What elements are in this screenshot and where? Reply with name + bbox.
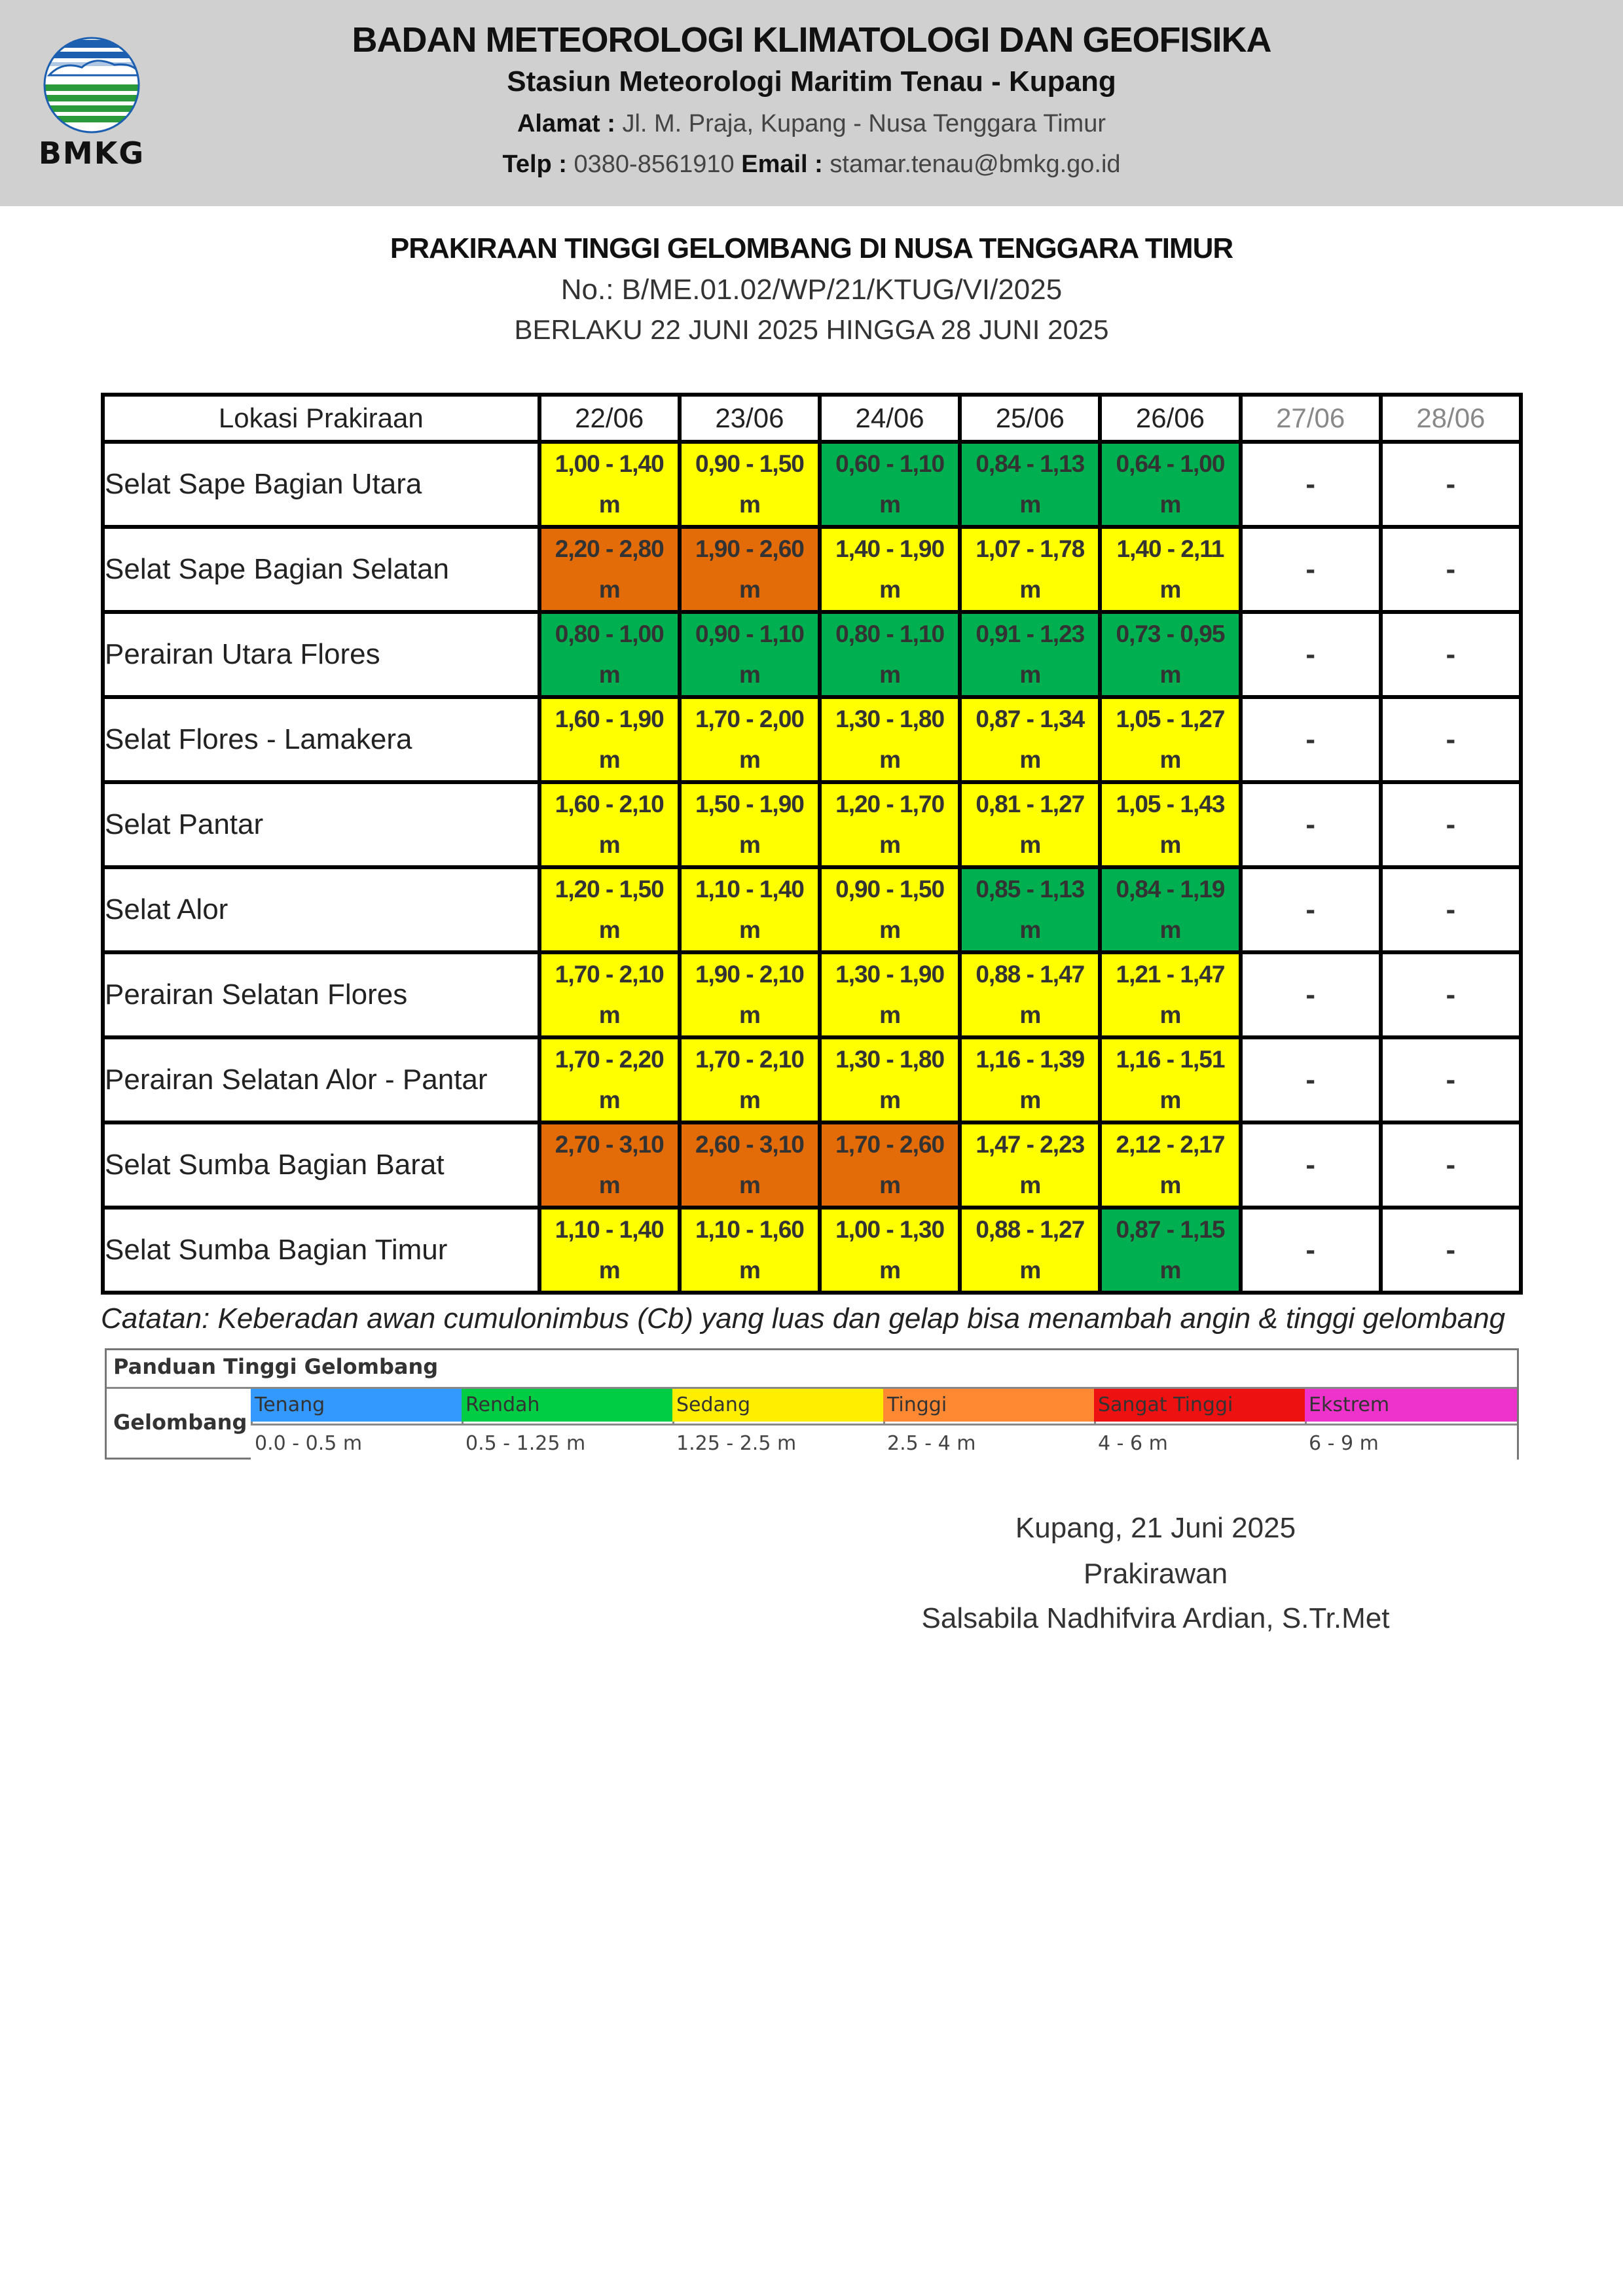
wave-unit: m bbox=[1159, 1086, 1181, 1113]
empty-forecast-cell: - bbox=[1381, 952, 1521, 1037]
wave-range-value: 1,16 - 1,51 bbox=[1116, 1046, 1225, 1073]
wave-range-value: 1,21 - 1,47 bbox=[1116, 961, 1225, 988]
empty-forecast-cell: - bbox=[1381, 442, 1521, 527]
wave-unit: m bbox=[598, 576, 620, 603]
empty-forecast-cell: - bbox=[1241, 527, 1381, 612]
wave-range-value: 1,70 - 2,20 bbox=[555, 1046, 664, 1073]
wave-unit: m bbox=[598, 1001, 620, 1028]
empty-forecast-cell: - bbox=[1241, 697, 1381, 782]
wave-height-cell bbox=[960, 697, 1100, 782]
cumulonimbus-note: Catatan: Keberadan awan cumulonimbus (Cb) yang luas dan gelap bisa menambah angin & tinggi gelombang bbox=[101, 1302, 1506, 1335]
address-label: Alamat : bbox=[517, 110, 615, 137]
wave-height-cell bbox=[1100, 867, 1240, 952]
wave-unit: m bbox=[879, 576, 901, 603]
table-row bbox=[103, 867, 1521, 952]
wave-range-value: 2,12 - 2,17 bbox=[1116, 1131, 1225, 1158]
wave-height-cell bbox=[539, 1037, 680, 1122]
location-cell: Selat Flores - Lamakera bbox=[103, 697, 539, 782]
wave-height-cell bbox=[539, 952, 680, 1037]
wave-height-cell bbox=[680, 867, 820, 952]
address-line bbox=[0, 110, 1623, 138]
wave-unit: m bbox=[1159, 831, 1181, 858]
wave-height-cell bbox=[539, 697, 680, 782]
wave-range-value: 1,10 - 1,40 bbox=[555, 1216, 664, 1243]
table-row bbox=[103, 782, 1521, 867]
wave-range-value: 1,30 - 1,80 bbox=[835, 1046, 945, 1073]
wave-range-value: 1,90 - 2,10 bbox=[695, 961, 804, 988]
wave-unit: m bbox=[739, 916, 760, 943]
validity-period: BERLAKU 22 JUNI 2025 HINGGA 28 JUNI 2025 bbox=[514, 314, 1109, 345]
header-banner bbox=[0, 0, 1623, 206]
empty-forecast-cell: - bbox=[1241, 1208, 1381, 1293]
wave-height-cell bbox=[820, 782, 960, 867]
wave-height-cell bbox=[820, 952, 960, 1037]
empty-forecast-cell: - bbox=[1381, 527, 1521, 612]
forecast-table bbox=[101, 393, 1523, 1295]
legend-category bbox=[883, 1387, 1096, 1460]
wave-range-value: 0,84 - 1,19 bbox=[1116, 876, 1225, 903]
location-cell: Perairan Selatan Alor - Pantar bbox=[103, 1037, 539, 1122]
wave-height-cell bbox=[680, 1122, 820, 1208]
empty-forecast-cell: - bbox=[1241, 612, 1381, 697]
legend-category-range: 6 - 9 m bbox=[1305, 1424, 1517, 1460]
legend-category-range: 0.5 - 1.25 m bbox=[462, 1424, 672, 1460]
wave-unit: m bbox=[739, 491, 760, 518]
wave-height-legend bbox=[105, 1348, 1519, 1460]
empty-forecast-cell: - bbox=[1241, 1037, 1381, 1122]
signature-name: Salsabila Nadhifvira Ardian, S.Tr.Met bbox=[921, 1602, 1390, 1634]
wave-unit: m bbox=[739, 1001, 760, 1028]
wave-unit: m bbox=[879, 661, 901, 688]
wave-range-value: 1,40 - 2,11 bbox=[1116, 535, 1224, 562]
table-header-row bbox=[103, 395, 1521, 442]
wave-range-value: 0,60 - 1,10 bbox=[835, 450, 945, 477]
legend-category-name: Sangat Tinggi bbox=[1094, 1389, 1305, 1422]
wave-range-value: 0,80 - 1,00 bbox=[555, 620, 664, 647]
wave-range-value: 1,20 - 1,70 bbox=[835, 791, 945, 817]
wave-range-value: 1,70 - 2,10 bbox=[695, 1046, 804, 1073]
legend-category-name: Sedang bbox=[672, 1389, 883, 1422]
wave-unit: m bbox=[1019, 746, 1041, 773]
wave-height-cell bbox=[960, 867, 1100, 952]
wave-unit: m bbox=[1019, 831, 1041, 858]
empty-forecast-cell: - bbox=[1241, 442, 1381, 527]
wave-range-value: 0,80 - 1,10 bbox=[835, 620, 945, 647]
wave-range-value: 1,40 - 1,90 bbox=[835, 535, 945, 562]
wave-unit: m bbox=[1159, 1172, 1181, 1198]
empty-forecast-cell: - bbox=[1381, 1122, 1521, 1208]
wave-range-value: 0,85 - 1,13 bbox=[976, 876, 1085, 903]
wave-height-cell bbox=[539, 867, 680, 952]
wave-unit: m bbox=[1159, 746, 1181, 773]
wave-range-value: 2,70 - 3,10 bbox=[555, 1131, 664, 1158]
email-text[interactable]: stamar.tenau@bmkg.go.id bbox=[830, 151, 1121, 178]
legend-category-range: 4 - 6 m bbox=[1094, 1424, 1305, 1460]
wave-height-cell bbox=[680, 697, 820, 782]
wave-unit: m bbox=[598, 1257, 620, 1283]
wave-range-value: 1,30 - 1,80 bbox=[835, 706, 945, 732]
wave-unit: m bbox=[598, 831, 620, 858]
wave-unit: m bbox=[879, 1001, 901, 1028]
wave-unit: m bbox=[739, 746, 760, 773]
wave-unit: m bbox=[1159, 491, 1181, 518]
wave-height-cell bbox=[1100, 527, 1240, 612]
wave-height-cell bbox=[820, 697, 960, 782]
legend-category-name: Tinggi bbox=[883, 1389, 1094, 1422]
location-cell: Selat Sumba Bagian Barat bbox=[103, 1122, 539, 1208]
empty-forecast-cell: - bbox=[1381, 612, 1521, 697]
legend-category-name: Ekstrem bbox=[1305, 1389, 1517, 1422]
table-row bbox=[103, 442, 1521, 527]
wave-height-cell bbox=[820, 527, 960, 612]
empty-forecast-cell: - bbox=[1381, 697, 1521, 782]
wave-height-cell bbox=[820, 867, 960, 952]
empty-forecast-cell: - bbox=[1381, 1037, 1521, 1122]
wave-height-cell bbox=[680, 1208, 820, 1293]
wave-height-cell bbox=[680, 442, 820, 527]
wave-range-value: 0,73 - 0,95 bbox=[1116, 620, 1225, 647]
contact-line bbox=[0, 151, 1623, 179]
wave-height-cell bbox=[960, 612, 1100, 697]
wave-range-value: 2,60 - 3,10 bbox=[695, 1131, 804, 1158]
date-header: 22/06 bbox=[539, 395, 680, 442]
wave-height-cell bbox=[960, 1037, 1100, 1122]
wave-height-cell bbox=[680, 527, 820, 612]
empty-forecast-cell: - bbox=[1241, 952, 1381, 1037]
wave-height-cell bbox=[539, 527, 680, 612]
wave-range-value: 1,10 - 1,40 bbox=[695, 876, 804, 903]
wave-unit: m bbox=[739, 831, 760, 858]
wave-height-cell bbox=[820, 612, 960, 697]
wave-height-cell bbox=[820, 1122, 960, 1208]
wave-unit: m bbox=[1019, 1086, 1041, 1113]
wave-unit: m bbox=[739, 661, 760, 688]
wave-height-cell bbox=[1100, 1037, 1240, 1122]
wave-height-cell bbox=[539, 612, 680, 697]
wave-unit: m bbox=[879, 1257, 901, 1283]
wave-height-cell bbox=[1100, 612, 1240, 697]
station-name: Stasiun Meteorologi Maritim Tenau - Kupang bbox=[507, 65, 1116, 98]
email-label: Email : bbox=[741, 151, 823, 178]
empty-forecast-cell: - bbox=[1381, 782, 1521, 867]
wave-range-value: 1,70 - 2,10 bbox=[555, 961, 664, 988]
wave-unit: m bbox=[598, 661, 620, 688]
wave-range-value: 1,05 - 1,27 bbox=[1116, 706, 1225, 732]
wave-height-cell bbox=[1100, 952, 1240, 1037]
wave-unit: m bbox=[739, 1086, 760, 1113]
date-header: 25/06 bbox=[960, 395, 1100, 442]
wave-range-value: 0,87 - 1,34 bbox=[976, 706, 1085, 732]
wave-range-value: 1,70 - 2,60 bbox=[835, 1131, 945, 1158]
wave-range-value: 0,81 - 1,27 bbox=[976, 791, 1085, 817]
wave-unit: m bbox=[598, 1086, 620, 1113]
location-cell: Selat Sape Bagian Utara bbox=[103, 442, 539, 527]
wave-range-value: 1,70 - 2,00 bbox=[695, 706, 804, 732]
logo-text: BMKG bbox=[38, 135, 145, 171]
wave-height-cell bbox=[539, 1208, 680, 1293]
legend-category bbox=[462, 1387, 674, 1460]
wave-range-value: 0,91 - 1,23 bbox=[976, 620, 1085, 647]
wave-height-cell bbox=[539, 1122, 680, 1208]
wave-unit: m bbox=[879, 916, 901, 943]
wave-range-value: 1,60 - 2,10 bbox=[555, 791, 664, 817]
wave-unit: m bbox=[1019, 1001, 1041, 1028]
wave-unit: m bbox=[598, 491, 620, 518]
legend-category-range: 1.25 - 2.5 m bbox=[672, 1424, 883, 1460]
wave-range-value: 2,20 - 2,80 bbox=[555, 535, 664, 562]
location-cell: Selat Alor bbox=[103, 867, 539, 952]
address-text: Jl. M. Praja, Kupang - Nusa Tenggara Timur bbox=[622, 110, 1106, 137]
legend-category bbox=[1305, 1387, 1517, 1460]
wave-range-value: 1,60 - 1,90 bbox=[555, 706, 664, 732]
wave-height-cell bbox=[960, 1208, 1100, 1293]
wave-unit: m bbox=[879, 1086, 901, 1113]
location-cell: Perairan Selatan Flores bbox=[103, 952, 539, 1037]
table-row bbox=[103, 697, 1521, 782]
legend-category-name: Tenang bbox=[251, 1389, 462, 1422]
table-row bbox=[103, 527, 1521, 612]
wave-unit: m bbox=[1159, 576, 1181, 603]
wave-height-cell bbox=[680, 1037, 820, 1122]
signature-role: Prakirawan bbox=[1083, 1558, 1228, 1590]
wave-height-cell bbox=[680, 612, 820, 697]
document-number: No.: B/ME.01.02/WP/21/KTUG/VI/2025 bbox=[560, 274, 1063, 306]
table-row bbox=[103, 1208, 1521, 1293]
wave-range-value: 1,50 - 1,90 bbox=[695, 791, 804, 817]
table-row bbox=[103, 1037, 1521, 1122]
wave-height-cell bbox=[820, 1208, 960, 1293]
wave-height-cell bbox=[1100, 1208, 1240, 1293]
wave-unit: m bbox=[1159, 1001, 1181, 1028]
empty-forecast-cell: - bbox=[1241, 1122, 1381, 1208]
wave-range-value: 1,30 - 1,90 bbox=[835, 961, 945, 988]
legend-category bbox=[251, 1387, 464, 1460]
empty-forecast-cell: - bbox=[1381, 1208, 1521, 1293]
location-header: Lokasi Prakiraan bbox=[103, 395, 539, 442]
wave-range-value: 1,16 - 1,39 bbox=[976, 1046, 1085, 1073]
wave-range-value: 1,00 - 1,30 bbox=[835, 1216, 945, 1243]
location-cell: Selat Sumba Bagian Timur bbox=[103, 1208, 539, 1293]
empty-forecast-cell: - bbox=[1381, 867, 1521, 952]
wave-unit: m bbox=[879, 831, 901, 858]
table-row bbox=[103, 952, 1521, 1037]
table-row bbox=[103, 1122, 1521, 1208]
wave-height-cell bbox=[960, 952, 1100, 1037]
wave-range-value: 0,84 - 1,13 bbox=[976, 450, 1085, 477]
date-header: 26/06 bbox=[1100, 395, 1240, 442]
wave-unit: m bbox=[1019, 576, 1041, 603]
wave-height-cell bbox=[960, 527, 1100, 612]
legend-row-label bbox=[107, 1387, 253, 1460]
wave-unit: m bbox=[1019, 916, 1041, 943]
legend-title: Panduan Tinggi Gelombang bbox=[113, 1354, 439, 1379]
legend-category bbox=[1094, 1387, 1307, 1460]
wave-range-value: 0,88 - 1,47 bbox=[976, 961, 1085, 988]
date-header: 23/06 bbox=[680, 395, 820, 442]
wave-unit: m bbox=[879, 1172, 901, 1198]
wave-range-value: 1,07 - 1,78 bbox=[976, 535, 1085, 562]
legend-category bbox=[672, 1387, 885, 1460]
wave-range-value: 0,90 - 1,50 bbox=[835, 876, 945, 903]
wave-range-value: 0,88 - 1,27 bbox=[976, 1216, 1085, 1243]
wave-unit: m bbox=[879, 491, 901, 518]
wave-unit: m bbox=[598, 746, 620, 773]
wave-unit: m bbox=[739, 1172, 760, 1198]
wave-unit: m bbox=[1159, 661, 1181, 688]
date-header: 27/06 bbox=[1241, 395, 1381, 442]
wave-unit: m bbox=[1159, 1257, 1181, 1283]
wave-range-value: 1,10 - 1,60 bbox=[695, 1216, 804, 1243]
wave-unit: m bbox=[1019, 1257, 1041, 1283]
wave-unit: m bbox=[1019, 491, 1041, 518]
legend-category-range: 0.0 - 0.5 m bbox=[251, 1424, 462, 1460]
wave-height-cell bbox=[820, 442, 960, 527]
wave-range-value: 1,90 - 2,60 bbox=[695, 535, 804, 562]
document-title: PRAKIRAAN TINGGI GELOMBANG DI NUSA TENGGARA TIMUR bbox=[390, 232, 1233, 264]
wave-height-cell bbox=[680, 782, 820, 867]
wave-unit: m bbox=[1019, 1172, 1041, 1198]
wave-height-cell bbox=[1100, 442, 1240, 527]
wave-range-value: 0,64 - 1,00 bbox=[1116, 450, 1225, 477]
legend-category-name: Rendah bbox=[462, 1389, 672, 1422]
wave-height-cell bbox=[539, 782, 680, 867]
wave-height-cell bbox=[1100, 782, 1240, 867]
wave-range-value: 1,47 - 2,23 bbox=[976, 1131, 1085, 1158]
wave-height-cell bbox=[680, 952, 820, 1037]
date-header: 28/06 bbox=[1381, 395, 1521, 442]
wave-unit: m bbox=[739, 1257, 760, 1283]
location-cell: Perairan Utara Flores bbox=[103, 612, 539, 697]
phone-label: Telp : bbox=[502, 151, 567, 178]
legend-row-label-text: Gelombang bbox=[113, 1410, 247, 1435]
empty-forecast-cell: - bbox=[1241, 782, 1381, 867]
wave-unit: m bbox=[598, 916, 620, 943]
location-cell: Selat Sape Bagian Selatan bbox=[103, 527, 539, 612]
table-row bbox=[103, 612, 1521, 697]
signature-place-date: Kupang, 21 Juni 2025 bbox=[1015, 1512, 1296, 1544]
wave-height-cell bbox=[1100, 1122, 1240, 1208]
wave-height-cell bbox=[820, 1037, 960, 1122]
wave-height-cell bbox=[539, 442, 680, 527]
wave-height-cell bbox=[960, 782, 1100, 867]
wave-unit: m bbox=[1159, 916, 1181, 943]
wave-unit: m bbox=[739, 576, 760, 603]
phone-text: 0380-8561910 bbox=[574, 151, 735, 178]
wave-unit: m bbox=[879, 746, 901, 773]
wave-range-value: 0,90 - 1,50 bbox=[695, 450, 804, 477]
wave-unit: m bbox=[1019, 661, 1041, 688]
wave-height-cell bbox=[960, 1122, 1100, 1208]
wave-range-value: 1,05 - 1,43 bbox=[1116, 791, 1225, 817]
wave-range-value: 0,90 - 1,10 bbox=[695, 620, 804, 647]
wave-range-value: 1,00 - 1,40 bbox=[555, 450, 664, 477]
legend-category-range: 2.5 - 4 m bbox=[883, 1424, 1094, 1460]
wave-height-cell bbox=[1100, 697, 1240, 782]
wave-range-value: 0,87 - 1,15 bbox=[1116, 1216, 1225, 1243]
wave-height-cell bbox=[960, 442, 1100, 527]
date-header: 24/06 bbox=[820, 395, 960, 442]
wave-unit: m bbox=[598, 1172, 620, 1198]
agency-name: BADAN METEOROLOGI KLIMATOLOGI DAN GEOFISIKA bbox=[352, 20, 1271, 60]
empty-forecast-cell: - bbox=[1241, 867, 1381, 952]
location-cell: Selat Pantar bbox=[103, 782, 539, 867]
wave-range-value: 1,20 - 1,50 bbox=[555, 876, 664, 903]
